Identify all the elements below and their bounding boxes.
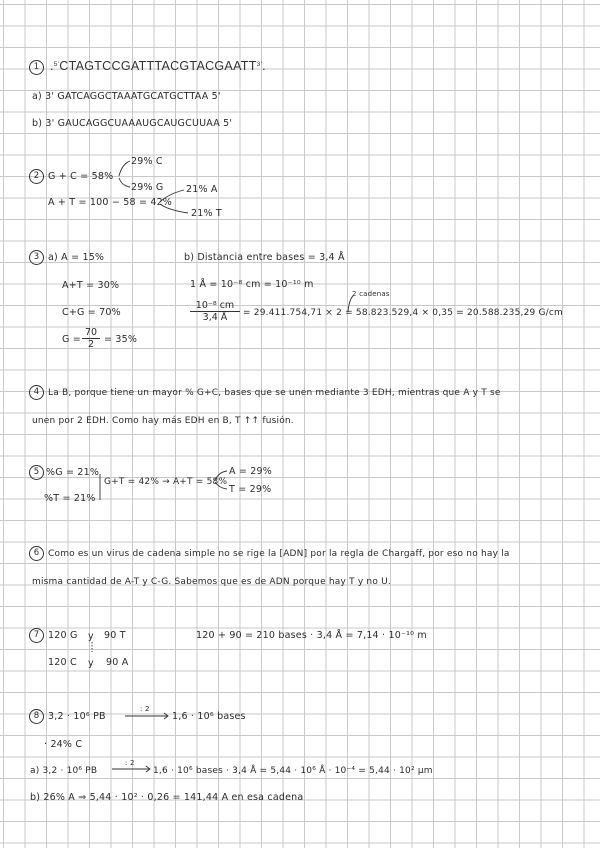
- question-number-8: 8: [29, 709, 44, 724]
- q2-c: 29% C: [131, 156, 163, 167]
- q6-line-1: Como es un virus de cadena simple no se rige la [ADN] por la regla de Chargaff, por eso no hay la: [48, 549, 510, 559]
- q4-line-2: unen por 2 EDH. Como hay más EDH en B, T ↑↑ fusión.: [32, 416, 294, 426]
- q7-y2: y: [88, 658, 94, 669]
- q3-calculation: = 29.411.754,71 × 2 = 58.823.529,4 × 0,35 = 20.588.235,29 G/cm: [243, 308, 564, 318]
- q3-b-title: b) Distancia entre bases = 3,4 Å: [184, 252, 345, 263]
- q1-sequence: $.^{5'}CTAGTCCGATTTACGTACGAATT^{3'}$.: [50, 59, 266, 73]
- question-number-2: 2: [29, 169, 44, 184]
- q3-frac-num: 10⁻⁸ cm: [190, 300, 240, 312]
- q7-y1: y: [88, 631, 94, 642]
- q6-line-2: misma cantidad de A-T y C-G. Sabemos que es de ADN porque hay T y no U.: [32, 577, 391, 587]
- q3-frac-den: 3,4 Å: [202, 312, 228, 323]
- q3-g-post: = 35%: [104, 334, 138, 345]
- q7-g: 120 G: [48, 630, 78, 641]
- q3-g-den: 2: [87, 339, 95, 350]
- q8-line-1-op: : 2: [140, 705, 150, 713]
- question-number-7: 7: [29, 628, 44, 643]
- q7-c: 120 C: [48, 657, 77, 668]
- q3-a-line: a) A = 15%: [48, 252, 105, 263]
- q5-middle: G+T = 42% → A+T = 58%: [104, 477, 228, 487]
- arrow-to-g: [119, 178, 130, 187]
- q7-a: 90 A: [106, 657, 129, 668]
- q7-t: 90 T: [104, 630, 126, 641]
- q8-line-2: · 24% C: [44, 739, 83, 750]
- q3-at: A+T = 30%: [62, 280, 120, 291]
- question-number-3: 3: [29, 250, 44, 265]
- q2-t: 21% T: [191, 208, 222, 219]
- q2-a: 21% A: [186, 184, 218, 195]
- q8-a-post: 1,6 · 10⁶ bases · 3,4 Å = 5,44 · 10⁶ Å · 10⁻⁴ = 5,44 · 10² μm: [153, 766, 433, 776]
- question-number-1: 1: [29, 60, 44, 75]
- q5-t: %T = 21%: [44, 493, 96, 504]
- question-number-4: 4: [29, 385, 44, 400]
- q8-b: b) 26% A ⇒ 5,44 · 10² · 0,26 = 141,44 A en esa cadena: [30, 792, 304, 803]
- q3-g-pre: G =: [62, 334, 81, 345]
- question-number-5: 5: [29, 465, 44, 480]
- q5-g: %G = 21%: [46, 467, 100, 478]
- q3-strands-note: 2 cadenas: [352, 290, 390, 298]
- q1-answer-b: b) 3' GAUCAGGCUAAAUGCAUGCUUAA 5': [32, 118, 233, 129]
- q5-t-result: T = 29%: [229, 484, 272, 495]
- q1-answer-a: a) 3' GATCAGGCTAAATGCATGCTTAA 5': [32, 91, 221, 102]
- arrow-to-c: [119, 161, 130, 176]
- q8-a-op: : 2: [125, 759, 135, 767]
- q8-a-pre: a) 3,2 · 10⁶ PB: [30, 766, 98, 776]
- question-number-6: 6: [29, 546, 44, 561]
- q8-line-1-post: 1,6 · 10⁶ bases: [172, 711, 246, 722]
- q2-at: A + T = 100 − 58 = 42%: [48, 197, 173, 208]
- q7-calculation: 120 + 90 = 210 bases · 3,4 Å = 7,14 · 10⁻¹⁰ m: [196, 630, 427, 641]
- q3-g-num: 70: [82, 327, 100, 339]
- q8-line-1-pre: 3,2 · 10⁶ PB: [48, 711, 106, 722]
- q3-conversion: 1 Å = 10⁻⁸ cm = 10⁻¹⁰ m: [190, 279, 314, 290]
- q4-line-1: La B, porque tiene un mayor % G+C, bases que se unen mediante 3 EDH, mientras que A y T se: [48, 388, 501, 398]
- q5-a-result: A = 29%: [229, 466, 273, 477]
- q3-cg: C+G = 70%: [62, 307, 121, 318]
- q3-distance-fraction: [190, 300, 240, 323]
- q3-g-fraction: [82, 327, 100, 350]
- q2-g: 29% G: [131, 182, 164, 193]
- q2-gc: G + C = 58%: [48, 171, 114, 182]
